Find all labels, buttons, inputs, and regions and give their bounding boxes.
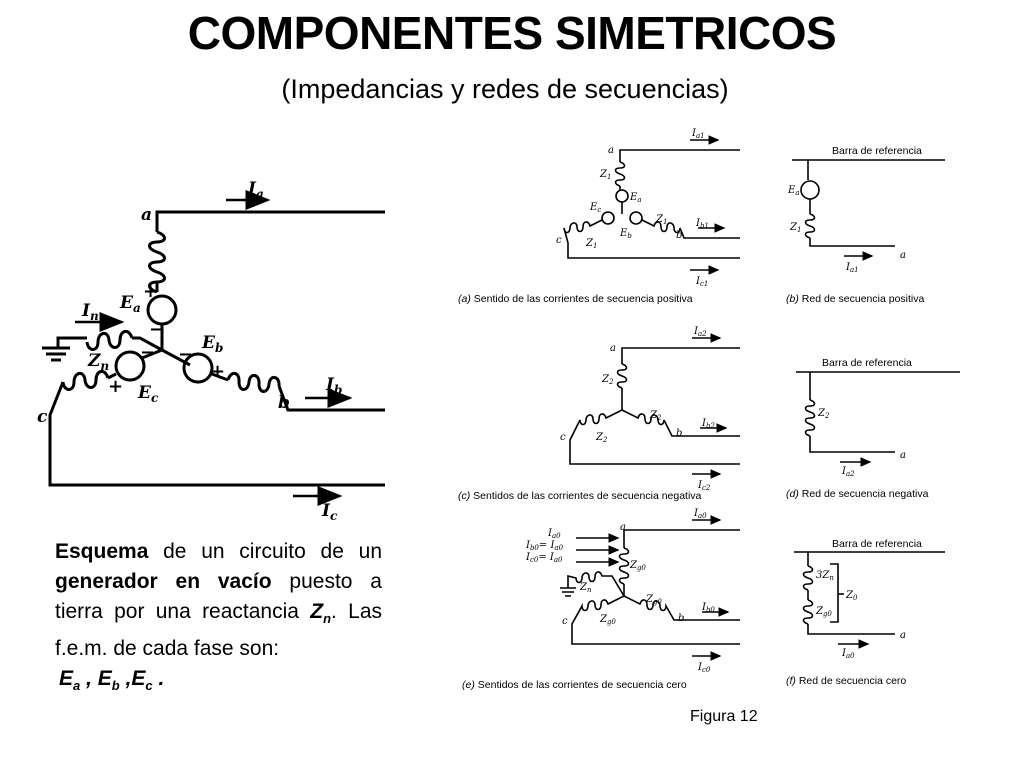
label-a: a — [141, 205, 153, 225]
svg-text:a: a — [900, 630, 906, 641]
svg-text:Barra de referencia: Barra de referencia — [832, 538, 922, 550]
svg-text:b: b — [676, 230, 683, 241]
svg-text:Ia0: $I_{a0}$ — [548, 528, 561, 540]
main-circuit-diagram — [0, 170, 400, 530]
svg-text:Zg0: $Z_{g0}$ — [646, 594, 662, 606]
svg-text:Ia2: $I_{a2}$ — [842, 466, 855, 478]
svg-text:Zg0: $Z_{g0}$ — [816, 606, 832, 618]
svg-text:Z1: $Z_1$ — [600, 169, 612, 181]
svg-text:Z1: $Z_1$ — [586, 238, 598, 250]
svg-text:Z2: $Z_2$ — [818, 408, 830, 420]
svg-text:Zn: $Z_n$ — [580, 582, 592, 594]
caption-c: (c) Sentidos de las corrientes de secuencia negativa — [458, 490, 702, 502]
svg-text:Ib0: $I_{b0}$ — [702, 602, 715, 614]
svg-text:c: c — [556, 235, 562, 246]
circuit-description: Esquema de un circuito de un generador en vacío puesto a tierra por una reactancia $Z_n$. Las f.e.m. de cada fase son: $E_a$ , $E_b$ $,E_c$ . — [55, 540, 383, 694]
svg-text:Z1: $Z_1$ — [656, 214, 668, 226]
svg-text:−: − — [149, 319, 165, 340]
svg-text:−: − — [140, 342, 156, 363]
svg-text:a: a — [620, 522, 626, 533]
label-Ic: $I_c$ — [322, 501, 338, 523]
svg-text:Ic0= Ia0: $I_{c0}= I_{a0}$ — [526, 552, 563, 564]
figure-label: Figura 12 — [690, 708, 758, 725]
svg-text:+: + — [143, 281, 159, 302]
caption-e: (e) Sentidos de las corrientes de secuencia cero — [462, 679, 687, 691]
svg-text:c: c — [562, 616, 568, 627]
svg-text:Barra de referencia: Barra de referencia — [832, 145, 922, 157]
svg-text:a: a — [900, 250, 906, 261]
coil-zn — [87, 331, 132, 349]
panel-c-negative-currents — [570, 338, 740, 474]
svg-text:3Zn: $3Z_n$ — [816, 570, 834, 582]
caption-a: (a) Sentido de las corrientes de secuencia positiva — [458, 293, 693, 305]
caption-d: (d) Red de secuencia negativa — [786, 488, 929, 500]
svg-text:b: b — [678, 613, 685, 624]
svg-text:Ia2: $I_{a2}$ — [694, 326, 707, 338]
label-Zn: $Z_n$ — [88, 351, 110, 373]
svg-text:Z0: $Z_0$ — [846, 590, 858, 602]
svg-text:Z1: $Z_1$ — [790, 222, 802, 234]
svg-text:b: b — [676, 428, 683, 439]
svg-text:a: a — [610, 343, 616, 354]
svg-text:a: a — [900, 450, 906, 461]
label-Ec: $E_c$ — [138, 383, 159, 405]
svg-text:Z2: $Z_2$ — [596, 432, 608, 444]
svg-text:Z2: $Z_2$ — [650, 410, 662, 422]
label-b: b — [278, 393, 290, 413]
svg-text:Barra de referencia: Barra de referencia — [822, 357, 912, 369]
svg-text:Ia0: $I_{a0}$ — [842, 648, 855, 660]
svg-text:Ic2: $I_{c2}$ — [698, 480, 711, 492]
caption-f: (f) Red de secuencia cero — [786, 675, 907, 687]
panel-b-positive-network — [792, 160, 945, 256]
svg-text:c: c — [560, 432, 566, 443]
svg-text:Ib1: $I_{b1}$ — [696, 218, 709, 230]
svg-text:Ia0: $I_{a0}$ — [694, 508, 707, 520]
svg-text:+: + — [210, 361, 226, 382]
slide-subtitle: (Impedancias y redes de secuencias) — [281, 74, 729, 104]
sequence-panels — [440, 118, 980, 708]
label-Ea: $E_a$ — [120, 293, 141, 315]
label-In: $I_n$ — [82, 301, 99, 323]
svg-text:+: + — [108, 376, 124, 397]
svg-text:Ib0= Ia0: $I_{b0}= I_{a0}$ — [526, 540, 564, 552]
svg-text:Z2: $Z_2$ — [602, 374, 614, 386]
svg-text:Ib2: $I_{b2}$ — [702, 418, 715, 430]
panel-f-zero-network — [794, 552, 945, 644]
label-Eb: $E_b$ — [202, 333, 224, 355]
svg-text:−: − — [178, 344, 194, 365]
coil-c — [63, 371, 108, 389]
coil-b — [228, 373, 279, 391]
label-Ib: $I_b$ — [326, 375, 343, 397]
svg-text:Ia1: $I_{a1}$ — [846, 262, 859, 274]
emf-list: $E_a$ , $E_b$ $,E_c$ . — [59, 667, 165, 694]
svg-text:a: a — [608, 145, 614, 156]
svg-text:Zg0: $Z_{g0}$ — [600, 614, 616, 626]
svg-text:Ec: $E_c$ — [590, 202, 602, 214]
svg-text:Ea: $E_a$ — [788, 185, 800, 197]
svg-text:Ic0: $I_{c0}$ — [698, 662, 711, 674]
svg-text:Ea: $E_a$ — [630, 192, 642, 204]
slide-title: COMPONENTES SIMETRICOS — [187, 7, 837, 59]
svg-text:Zg0: $Z_{g0}$ — [630, 560, 646, 572]
svg-text:Ia1: $I_{a1}$ — [692, 128, 705, 140]
svg-text:Ic1: $I_{c1}$ — [696, 276, 709, 288]
caption-b: (b) Red de secuencia positiva — [786, 293, 925, 305]
svg-text:Eb: $E_b$ — [620, 228, 632, 240]
label-c: c — [37, 407, 48, 427]
label-Ia: $I_a$ — [248, 179, 264, 201]
